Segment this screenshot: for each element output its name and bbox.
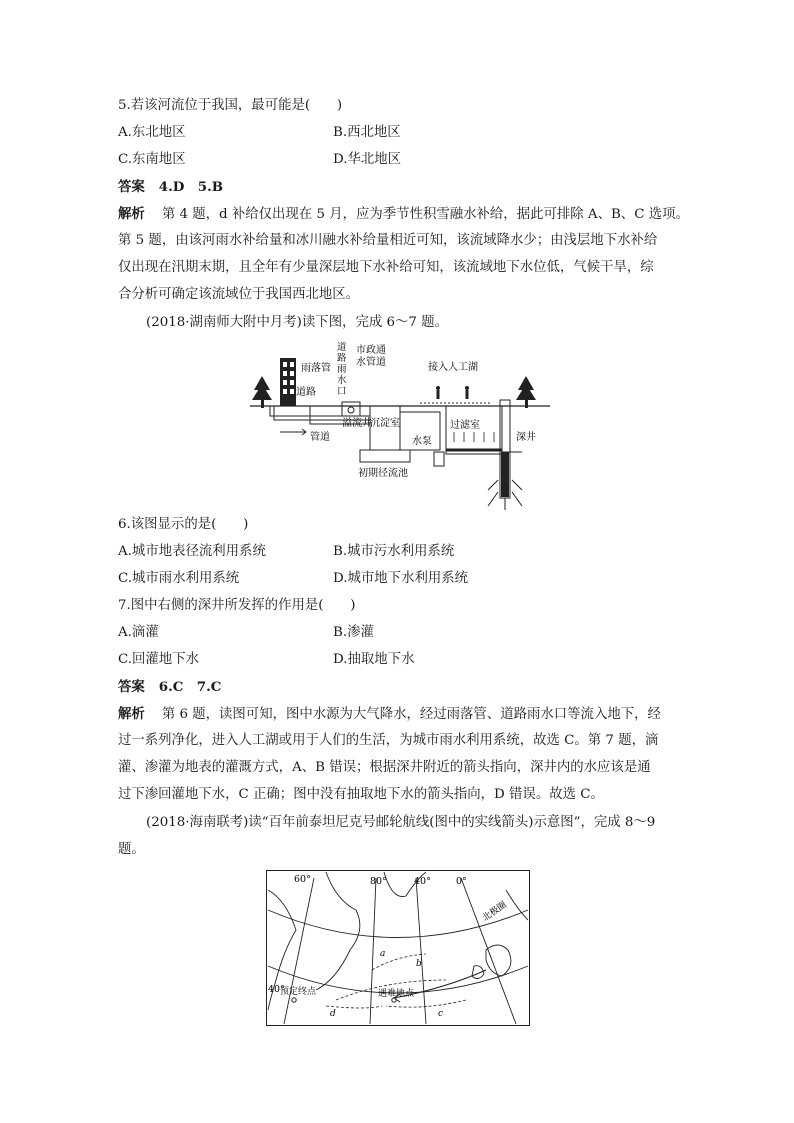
answer-label: 答案 [118,679,145,695]
intro-8-9-line-2: 题。 [118,842,145,857]
svg-text:水管道: 水管道 [356,357,386,368]
label-lon-0: 0° [456,876,467,887]
q5-option-a: A.东北地区 [118,125,186,140]
explanation-4-5-line-2: 第 5 题，由该河雨水补给量和冰川融水补给量相近可知，该流域降水少；由浅层地下水补给 [118,233,658,248]
q5-option-d: D.华北地区 [333,152,402,167]
q7-option-a: A.滴灌 [118,625,159,640]
explanation-4-5-line-4: 合分析可确定该流域位于我国西北地区。 [118,287,360,302]
q5-option-b: B.西北地区 [333,125,401,140]
svg-text:雨: 雨 [337,364,347,375]
label-artificial-lake: 接入人工湖 [428,362,478,373]
svg-text:口: 口 [337,386,347,397]
q5-option-c: C.东南地区 [118,152,186,167]
label-pipe: 管道 [310,432,330,443]
answer-value: 4.D 5.B [158,179,224,195]
label-arctic-circle: 北极圈 [480,900,509,924]
label-lat-40: 40° [268,984,285,995]
building-icon [280,358,296,406]
label-deep-well: 深井 [516,432,536,443]
q6-stem: 6.该图显示的是( ) [118,517,249,532]
right-tree-icon [516,376,536,408]
label-b: b [416,959,422,969]
q7-stem: 7.图中右侧的深井所发挥的作用是( ) [118,598,356,613]
rainwater-system-figure [250,340,550,512]
label-lon-40: 40° [414,876,431,887]
explanation-text: 第 4 题，d 补给仅出现在 5 月，应为季节性积雪融水补给，据此可排除 A、B、C 选项。 [161,207,689,222]
q6-option-c: C.城市雨水利用系统 [118,571,240,586]
explanation-6-7-line-4: 过下渗回灌地下水，C 正确；图中没有抽取地下水的箭头指向，D 错误。故选 C。 [118,787,604,802]
svg-text:水: 水 [337,375,347,386]
label-a: a [380,949,386,959]
explanation-label: 解析 [118,206,145,222]
left-tree-icon [252,376,272,408]
titanic-route-map [266,870,530,1026]
explanation-4-5-line-1 [118,204,689,225]
person-icon [465,386,469,399]
explanation-label: 解析 [118,706,145,722]
answer-4-5 [118,177,223,197]
intro-8-9-line-1: (2018·海南联考)读“百年前泰坦尼克号邮轮航线(图中的实线箭头)示意图”，完成 8～9 [146,815,656,830]
label-destination: 预定终点 [280,987,317,997]
answer-value: 6.C 7.C [158,679,222,695]
person-icon [436,386,440,399]
q5-stem: 5.若该河流位于我国，最可能是( ) [118,98,343,113]
label-initial-runoff-pool: 初期径流池 [358,468,408,479]
label-lon-80: 80° [370,876,387,887]
explanation-6-7-line-3: 灌、渗灌为地表的灌溉方式，A、B 错误；根据深井附近的箭头指向，深井内的水应该是通 [118,760,651,775]
svg-text:路: 路 [337,353,347,364]
label-settling-room: 沉淀室 [370,418,400,429]
label-c: c [438,1009,444,1019]
q6-option-d: D.城市地下水利用系统 [333,571,469,586]
answer-label: 答案 [118,179,145,195]
intro-6-7: (2018·湖南师大附中月考)读下图，完成 6～7 题。 [146,315,448,330]
label-d: d [330,1009,336,1019]
label-pump: 水泵 [412,436,432,447]
label-road-inlet [337,341,347,397]
label-rain-pipe: 雨落管 [301,363,331,374]
label-filter-room: 过滤室 [450,420,480,431]
svg-text:道: 道 [337,342,347,353]
explanation-text: 第 6 题，读图可知，图中水源为大气降水，经过雨落管、道路雨水口等流入地下，经 [161,707,661,722]
q7-option-d: D.抽取地下水 [333,652,415,667]
label-road: 道路 [296,387,316,398]
label-wreck-site: 遇难地点 [378,989,415,999]
explanation-6-7-line-2: 过一系列净化，进入人工湖或用于人们的生活，为城市雨水利用系统，故选 C。第 7 题，滴 [118,733,659,748]
q6-option-b: B.城市污水利用系统 [333,544,455,559]
explanation-6-7-line-1 [118,704,661,725]
label-overflow-well: 溢流井 [342,418,372,429]
explanation-4-5-line-3: 仅出现在汛期末期，且全年有少量深层地下水补给可知，该流域地下水位低，气候干旱，综 [118,260,654,275]
answer-6-7 [118,677,221,697]
q6-option-a: A.城市地表径流利用系统 [118,544,266,559]
svg-text:市政通: 市政通 [356,345,386,356]
q7-option-b: B.渗灌 [333,625,374,640]
q7-option-c: C.回灌地下水 [118,652,199,667]
label-municipal-pipe [356,343,386,368]
label-lon-60: 60° [294,874,311,885]
